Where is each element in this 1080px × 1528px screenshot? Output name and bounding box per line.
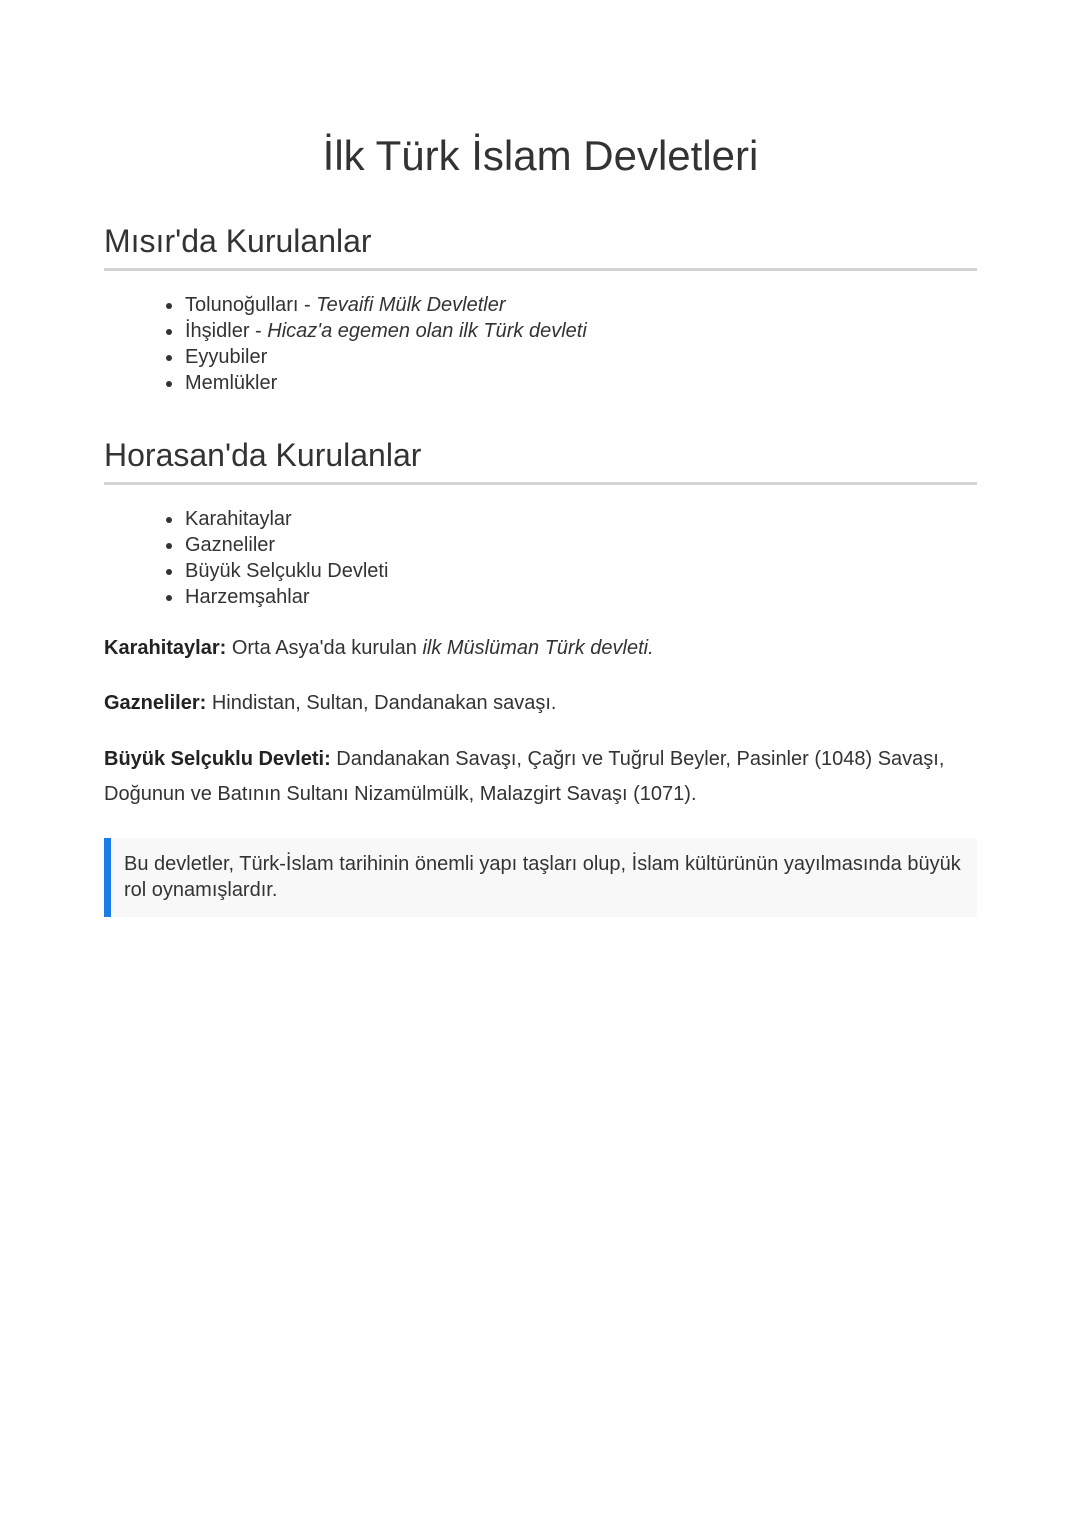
item-note: Hicaz'a egemen olan ilk Türk devleti (267, 320, 587, 342)
detail-label: Karahitaylar: (104, 637, 227, 659)
detail-text: Dandanakan Savaşı, Çağrı ve Tuğrul Beyler, Pasinler (1048) Savaşı, Doğunun ve Batının Sultanı Nizamülmülk, Malazgirt Savaşı (1071). (104, 748, 945, 805)
detail-emphasis: ilk Müslüman Türk devleti. (422, 637, 654, 659)
list-item (185, 292, 587, 318)
item-text: İhşidler - (185, 320, 268, 342)
list-item (185, 318, 587, 344)
item-note: Tevaifi Mülk Devletler (316, 294, 506, 316)
detail-text: Orta Asya'da kurulan (226, 637, 423, 659)
list-item: Büyük Selçuklu Devleti (185, 560, 389, 582)
list-misir (104, 292, 587, 396)
section-heading-misir: Mısır'da Kurulanlar (104, 220, 977, 271)
item-text: Tolunoğulları - (185, 294, 317, 316)
detail-text: Hindistan, Sultan, Dandanakan savaşı. (206, 692, 557, 714)
list-item: Eyyubiler (185, 344, 587, 370)
detail-gazneliler (104, 686, 984, 721)
detail-karahitaylar (104, 631, 984, 666)
detail-buyuk-selcuklu (104, 742, 984, 812)
detail-label: Büyük Selçuklu Devleti: (104, 748, 331, 770)
list-item: Karahitaylar (185, 506, 388, 532)
list-item: Gazneliler (185, 532, 388, 558)
page-title: İlk Türk İslam Devletleri (322, 132, 759, 179)
blockquote (104, 838, 977, 917)
list-item: Memlükler (185, 370, 587, 396)
section-heading-horasan: Horasan'da Kurulanlar (104, 434, 977, 485)
list-item: Harzemşahlar (185, 584, 388, 610)
detail-label: Gazneliler: (104, 692, 207, 714)
blockquote-text: Bu devletler, Türk-İslam tarihinin önemli yapı taşları olup, İslam kültürünün yayılmasında büyük rol oynamışlardır. (124, 853, 961, 901)
list-horasan (104, 506, 388, 610)
